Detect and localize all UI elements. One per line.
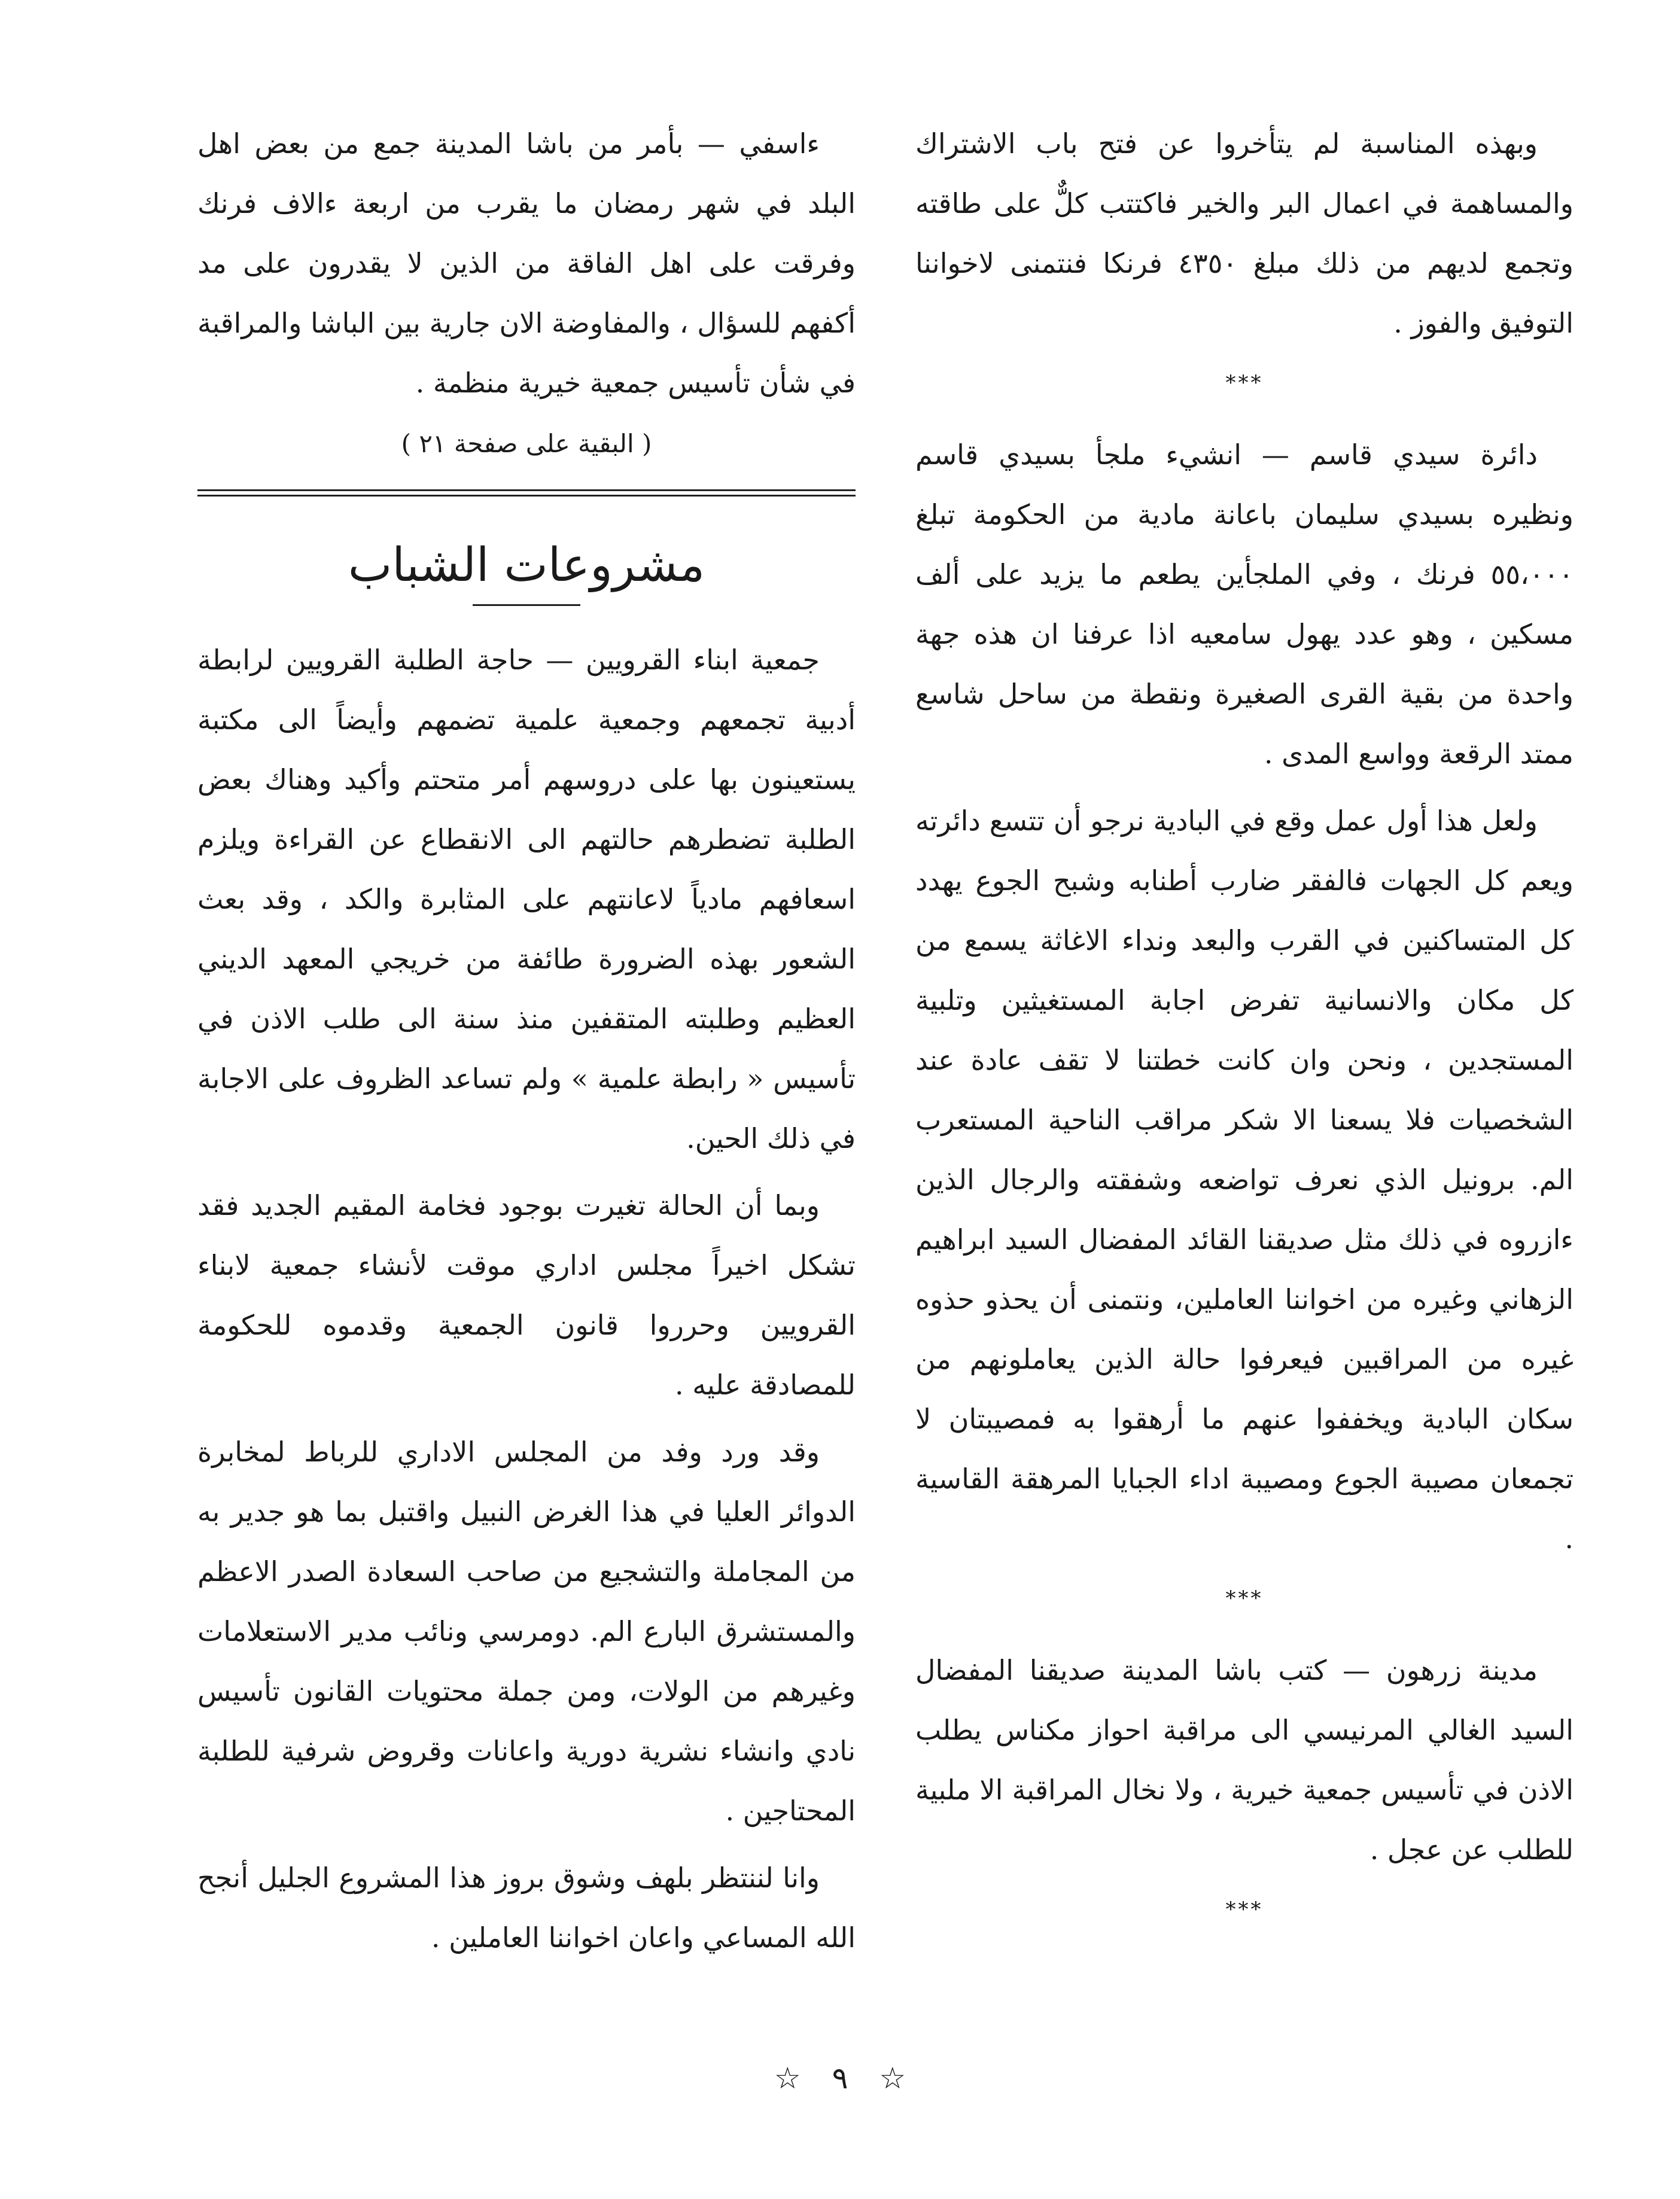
- continued-note: ( البقية على صفحة ٢١ ): [401, 429, 652, 458]
- article-qarawiyyin-delegation: وقد ورد وفد من المجلس الاداري للرباط لمخابرة الدوائر العليا في هذا الغرض النبيل واقتبل بما هو جدير به من المجاملة والتشجيع من صاحب السعادة الصدر الاعظم والمستشرق البارع الم. دومرسي ونائب مدير الاستعلامات وغيرهم من الولات، ومن جملة محتويات القانون تأسيس نادي وانشاء نشرية دورية واعانات وقروض شرفية للطلبة المحتاجين .: [197, 1436, 856, 1827]
- article-sidi-kacem: دائرة سيدي قاسم — انشيء ملجأ بسيدي قاسم ونظيره بسيدي سليمان باعانة مادية من الحكومة تبلغ ٥٥،٠٠٠ فرنك ، وفي الملجأين يطعم ما يزيد على ألف مسكين ، وهو عدد يهول سامعيه اذا عرفنا ان هذه جهة واحدة من بقية القرى الصغيرة ونقطة من ساحل شاسع ممتد الرقعة وواسع المدى .: [915, 438, 1574, 770]
- right-column: [915, 114, 1574, 1951]
- page-footer: [0, 2061, 1680, 2096]
- article-zerhoun: مدينة زرهون — كتب باشا المدينة صديقنا المفضال السيد الغالي المرنيسي الى مراقبة احواز مكناس يطلب الاذن في تأسيس جمعية خيرية ، ولا نخال المراقبة الا ملبية للطلب عن عجل .: [915, 1654, 1574, 1866]
- article-sidi-kacem-continued: ولعل هذا أول عمل وقع في البادية نرجو أن تتسع دائرته ويعم كل الجهات فالفقر ضارب أطنابه وشبح الجوع يهدد كل المتساكنين في القرب والبعد ونداء الاغاثة يسمع من كل مكان والانسانية تفرض اجابة المستغيثين وتلبية المستجدين ، ونحن وان كانت خطتنا لا تقف عادة عند الشخصيات فلا يسعنا الا شكر مراقب الناحية المستعرب الم. برونيل الذي نعرف تواضعه وشفقته والرجال الذين ءازروه في ذلك مثل صديقنا القائد المفضال السيد ابراهيم الزهاني وغيره من اخواننا العاملين، ونتمنى أن يحذو حذوه غيره من المراقبين فيعرفوا حالة الذين يعاملونهم من سكان البادية ويخففوا عنهم ما أرهقوا به فمصيبتان لا تجمعان مصيبة الجوع ومصيبة اداء الجبايا المرهقة القاسية .: [915, 805, 1574, 1555]
- page-number: ٩: [832, 2061, 848, 2096]
- title-underline: [473, 604, 580, 606]
- double-rule-divider: [197, 489, 856, 497]
- article-qarawiyyin-closing: وانا لننتظر بلهف وشوق بروز هذا المشروع الجليل أنجح الله المساعي واعان اخواننا العاملين .: [197, 1862, 856, 1954]
- section-separator: ***: [1225, 1586, 1264, 1610]
- star-ornament-icon: ☆: [879, 2061, 906, 2096]
- article-qarawiyyin-association: جمعية ابناء القرويين — حاجة الطلبة القرويين لرابطة أدبية تجمعهم وجمعية علمية تضمهم وأيضاً الى مكتبة يستعينون بها على دروسهم أمر متحتم وأكيد وهناك بعض الطلبة تضطرهم حالتهم الى الانقطاع عن القراءة ويلزم اسعافهم مادياً لاعانتهم على المثابرة والكد ، وقد بعث الشعور بهذه الضرورة طائفة من خريجي المعهد الديني العظيم وطلبته المتقفين منذ سنة الى طلب الاذن في تأسيس « رابطة علمية » ولم تساعد الظروف على الاجابة في ذلك الحين.: [197, 644, 856, 1155]
- section-separator: ***: [1225, 1898, 1264, 1921]
- left-column: [197, 114, 856, 1975]
- section-title: مشروعات الشباب: [348, 538, 705, 592]
- section-separator: ***: [1225, 371, 1264, 395]
- article-charity-subscription: وبهذه المناسبة لم يتأخروا عن فتح باب الاشتراك والمساهمة في اعمال البر والخير فاكتتب كلٌّ على طاقته وتجمع لديهم من ذلك مبلغ ٤٣٥٠ فرنكا فنتمنى لاخواننا التوفيق والفوز .: [915, 127, 1574, 339]
- article-qarawiyyin-council: وبما أن الحالة تغيرت بوجود فخامة المقيم الجديد فقد تشكل اخيراً مجلس اداري موقت لأنشاء جمعية لابناء القرويين وحرروا قانون الجمعية وقدموه للحكومة للمصادقة عليه .: [197, 1189, 856, 1401]
- star-ornament-icon: ☆: [774, 2061, 801, 2096]
- article-safi: ءاسفي — بأمر من باشا المدينة جمع من بعض اهل البلد في شهر رمضان ما يقرب من اربعة ءالاف فرنك وفرقت على اهل الفاقة من الذين لا يقدرون على مد أكفهم للسؤال ، والمفاوضة الان جارية بين الباشا والمراقبة في شأن تأسيس جمعية خيرية منظمة .: [197, 127, 856, 399]
